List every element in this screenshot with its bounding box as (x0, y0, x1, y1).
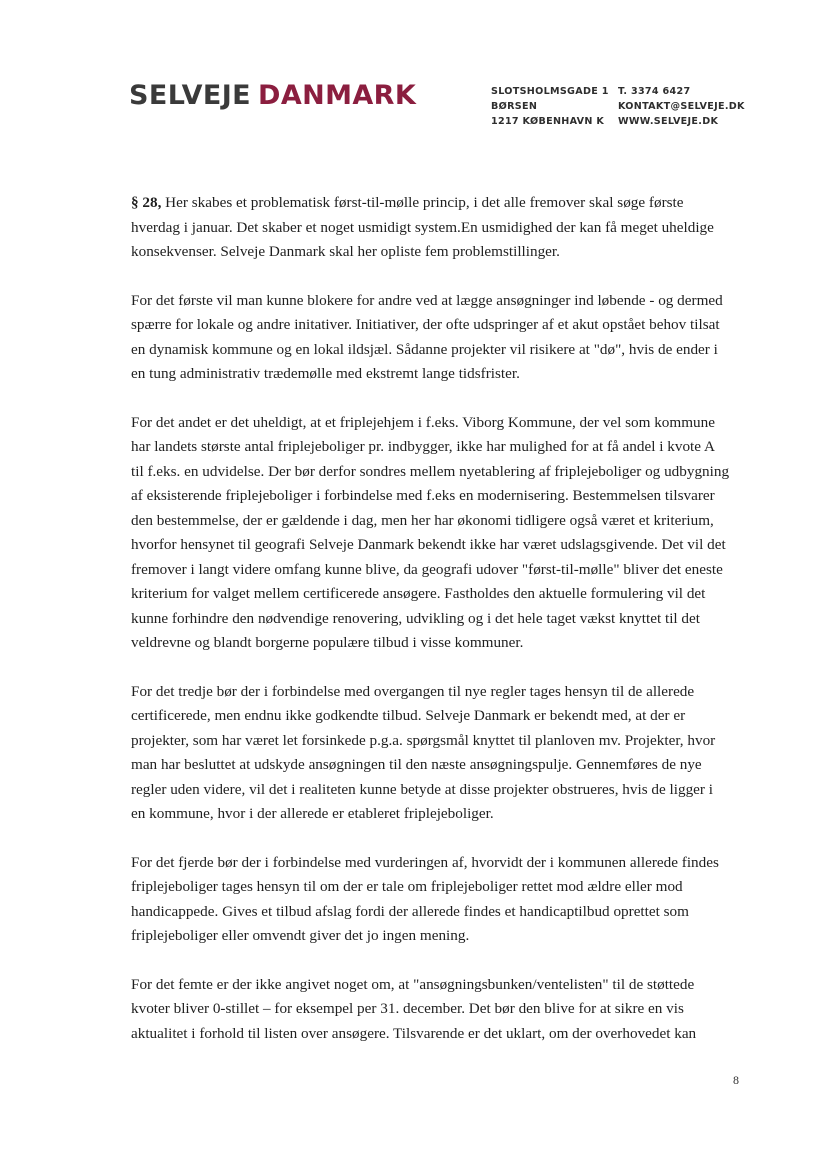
logo-selveje: SELVEJE (129, 80, 252, 111)
paragraph-third (131, 680, 741, 827)
address-street: SLOTSHOLMSGADE 1 (491, 86, 609, 97)
paragraph-line: friplejeboliger eller omvendt giver det jo ingen mening. (131, 927, 470, 944)
paragraph-line: en kommune, hvor i der allerede er etableret friplejeboliger. (131, 805, 494, 822)
paragraph-line: fremover i langt videre omfang kunne blive, da geografi udover "først-til-mølle" bliver det eneste (131, 560, 723, 578)
paragraph-line: til f.eks. en udvidelse. Der bør derfor sondres mellem nyetablering af friplejeboliger og udbygning (131, 462, 730, 480)
paragraph-line: For det femte er der ikke angivet noget om, at "ansøgningsbunken/ventelisten" til de støttede (131, 975, 695, 993)
paragraph-line: spærre for lokale og andre initativer. Initiativer, der ofte udspringer af et akut opstået behov tilsat (131, 316, 720, 333)
paragraph-line: kvoter bliver 0-stillet – for eksempel per 31. december. Det bør den blive for at sikre en vis (131, 1000, 684, 1017)
paragraph-line: kriterium for valget mellem certificerede ansøgere. Fastholdes den aktuelle formulering vil det (131, 585, 706, 602)
paragraph-line: regler uden videre, vil det i realiteten kunne betyde at disse projekter obstrueres, hvis de ligger i (131, 780, 713, 798)
address-block (491, 84, 609, 129)
paragraph-line: For det andet er det uheldigt, at et friplejehjem i f.eks. Viborg Kommune, der vel som kommune (131, 413, 715, 431)
paragraph-line: kunne forhindre den nødvendige renovering, udvikling og i det hele taget vækst knyttet til det (131, 609, 700, 627)
paragraph-line: af eksisterende friplejeboliger i forbindelse med f.eks en modernisering. Bestemmelsen tilsvarer (131, 487, 715, 504)
section-reference: § 28, (131, 194, 162, 211)
paragraph-line: projekter, som har været let forsinkede p.g.a. spørgsmål knyttet til planloven mv. Projekter, hvor (131, 731, 716, 749)
logo (129, 80, 416, 112)
contact-website: WWW.SELVEJE.DK (618, 116, 719, 127)
contact-block (618, 84, 745, 129)
paragraph-line: konsekvenser. Selveje Danmark skal her opliste fem problemstillinger. (131, 243, 560, 260)
paragraph-line: veldrevne og blandt borgerne populære tilbud i visse kommuner. (131, 634, 524, 651)
paragraph-line: man har besluttet at udskyde ansøgningen til den næste ansøgningspulje. Gennemføres de nye (131, 756, 702, 773)
paragraph-line: § 28, Her skabes et problematisk først-til-mølle princip, i det alle fremover skal søge første (131, 194, 684, 211)
paragraph-line: For det tredje bør der i forbindelse med overgangen til nye regler tages hensyn til de allerede (131, 682, 695, 700)
paragraph-line: friplejeboliger tages hensyn til om der er tale om friplejeboliger rettet mod ældre eller mod (131, 878, 683, 895)
paragraph-fifth (131, 973, 741, 1047)
paragraph-line: den bestemmelse, der er gældende i dag, men her har økonomi tidligere også været et kriterium, (131, 511, 714, 529)
document-body (131, 191, 741, 1070)
contact-phone: T. 3374 6427 (618, 86, 691, 97)
paragraph-line: aktualitet i forhold til listen over ansøgere. Tilsvarende er det uklart, om der overhovedet kan (131, 1024, 697, 1042)
address-building: BØRSEN (491, 101, 538, 112)
paragraph-line: har landets største antal friplejeboliger pr. indbygger, ikke har mulighed for at få andel i kvote A (131, 438, 715, 455)
paragraph-line: For det fjerde bør der i forbindelse med vurderingen af, hvorvidt der i kommunen allerede findes (131, 853, 719, 871)
paragraph-fourth (131, 851, 741, 949)
logo-danmark: DANMARK (258, 80, 417, 111)
address-city: 1217 KØBENHAVN K (491, 116, 605, 127)
paragraph-line: handicappede. Gives et tilbud afslag fordi der allerede findes et handicaptilbud oprettet som (131, 902, 689, 920)
paragraph-intro (131, 191, 741, 265)
paragraph-line: hverdag i januar. Det skaber et noget usmidigt system.En usmidighed der kan få meget uheldige (131, 218, 714, 236)
paragraph-line: en dynamisk kommune og en lokal ildsjæl. Sådanne projekter vil risikere at "dø", hvis de ender i (131, 340, 718, 358)
paragraph-second (131, 411, 741, 656)
paragraph-line: For det første vil man kunne blokere for andre ved at lægge ansøgninger ind løbende - og dermed (131, 291, 723, 309)
paragraph-line: en tung administrativ trædemølle med ekstremt lange tidsfrister. (131, 365, 520, 382)
letterhead (0, 0, 828, 140)
contact-email: KONTAKT@SELVEJE.DK (618, 101, 745, 112)
paragraph-line: hvorfor hensynet til geografi Selveje Danmark bekendt ikke har været udslagsgivende. Det vil det (131, 536, 726, 553)
paragraph-first (131, 289, 741, 387)
page-number: 8 (733, 1073, 739, 1087)
paragraph-line: certificerede, men endnu ikke godkendte tilbud. Selveje Danmark er bekendt med, at der er (131, 707, 686, 724)
